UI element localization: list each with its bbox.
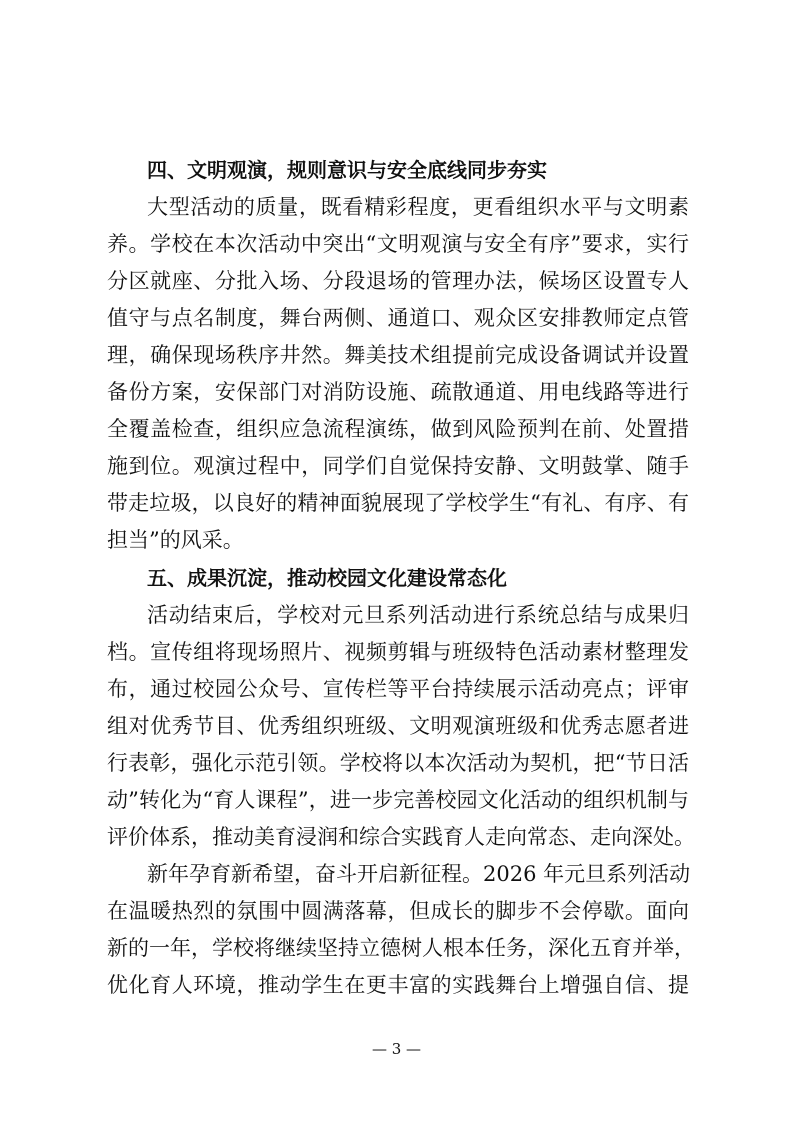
text-line: 布，通过校园公众号、宣传栏等平台持续展示活动亮点；评审 — [107, 676, 689, 701]
text-line: 养。学校在本次活动中突出“文明观演与安全有序”要求，实行 — [107, 232, 689, 257]
text-line: 大型活动的质量，既看精彩程度，更看组织水平与文明素 — [147, 195, 689, 220]
text-line: 值守与点名制度，舞台两侧、通道口、观众区安排教师定点管 — [107, 306, 689, 331]
section-heading: 五、成果沉淀，推动校园文化建设常态化 — [147, 565, 507, 590]
document-body — [107, 152, 695, 1004]
page-number: — 3 — — [371, 1040, 422, 1058]
paragraph — [107, 856, 695, 1004]
text-line: 全覆盖检查，组织应急流程演练，做到风险预判在前、处置措 — [107, 417, 689, 442]
section-heading: 四、文明观演，规则意识与安全底线同步夯实 — [147, 158, 547, 182]
text-line: 施到位。观演过程中，同学们自觉保持安静、文明鼓掌、随手 — [107, 454, 689, 479]
text-line: 新的一年，学校将继续坚持立德树人根本任务，深化五育并举， — [107, 935, 695, 960]
text-line: 档。宣传组将现场照片、视频剪辑与班级特色活动素材整理发 — [107, 639, 689, 664]
text-line: 组对优秀节目、优秀组织班级、文明观演班级和优秀志愿者进 — [107, 713, 689, 738]
text-line: 新年孕育新希望，奋斗开启新征程。2026 年元旦系列活动 — [147, 861, 691, 886]
text-line: 动”转化为“育人课程”，进一步完善校园文化活动的组织机制与 — [107, 787, 689, 812]
text-line: 在温暖热烈的氛围中圆满落幕，但成长的脚步不会停歇。面向 — [107, 898, 689, 923]
text-line: 分区就座、分批入场、分段退场的管理办法，候场区设置专人 — [107, 269, 689, 294]
text-line: 备份方案，安保部门对消防设施、疏散通道、用电线路等进行 — [107, 380, 689, 405]
text-line: 活动结束后，学校对元旦系列活动进行系统总结与成果归 — [147, 602, 689, 627]
text-line: 担当”的风采。 — [107, 528, 244, 553]
paragraph — [107, 597, 695, 856]
paragraph — [107, 189, 689, 559]
text-line: 带走垃圾，以良好的精神面貌展现了学校学生“有礼、有序、有 — [107, 491, 689, 516]
text-line: 行表彰，强化示范引领。学校将以本次活动为契机，把“节日活 — [107, 750, 689, 775]
text-line: 评价体系，推动美育浸润和综合实践育人走向常态、走向深处。 — [107, 824, 695, 849]
text-line: 理，确保现场秩序井然。舞美技术组提前完成设备调试并设置 — [107, 343, 689, 368]
text-line: 优化育人环境，推动学生在更丰富的实践舞台上增强自信、提 — [107, 973, 689, 998]
